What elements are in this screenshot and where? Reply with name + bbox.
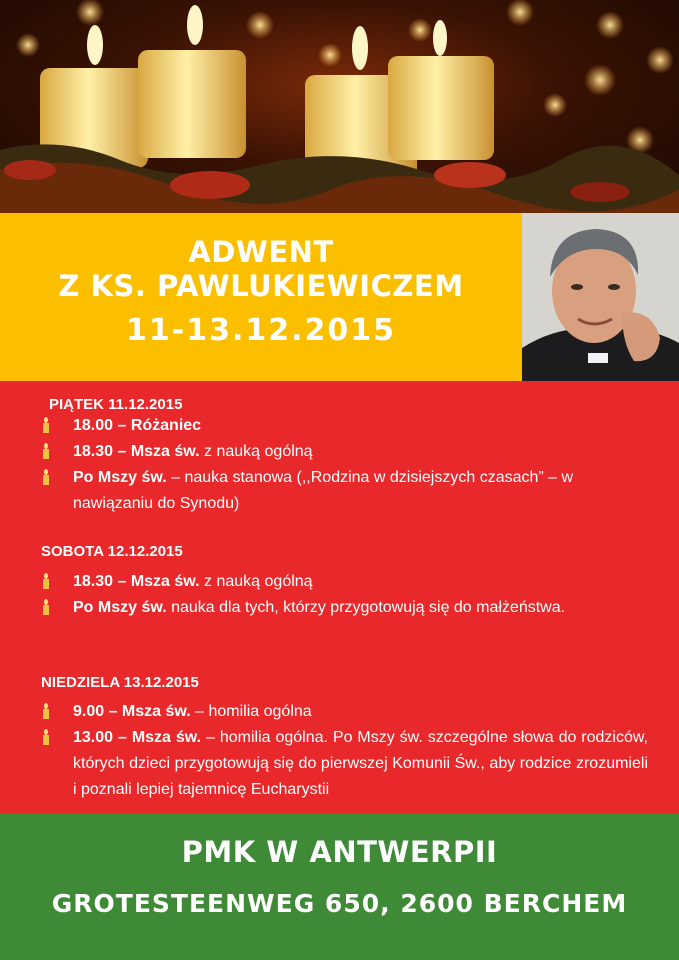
item-time: 18.30 – Msza św. xyxy=(73,443,200,460)
item-time: Po Mszy św. xyxy=(73,599,167,616)
item-time: 18.00 – Różaniec xyxy=(73,417,202,434)
day-heading-sunday: NIEDZIELA 13.12.2015 xyxy=(41,674,199,691)
item-text: z nauką ogólną xyxy=(199,573,313,590)
title-line-1: ADWENT xyxy=(188,235,334,269)
list-item xyxy=(73,413,648,439)
item-time: 9.00 – Msza św. xyxy=(73,703,191,720)
organization-name: PMK W ANTWERPII xyxy=(181,835,498,869)
list-item xyxy=(73,699,648,725)
item-text: nauka dla tych, którzy przygotowują się do małżeństwa. xyxy=(166,599,566,616)
organization-address: GROTESTEENWEG 650, 2600 BERCHEM xyxy=(51,889,628,918)
candle-icon xyxy=(42,469,50,485)
item-time: 13.00 – Msza św. xyxy=(73,729,202,746)
portrait-illustration xyxy=(522,213,679,381)
list-item xyxy=(73,465,648,517)
candle-icon xyxy=(42,599,50,615)
list-item xyxy=(73,569,648,595)
candle-icon xyxy=(42,703,50,719)
header-band xyxy=(0,213,522,381)
item-text: z nauką ogólną xyxy=(199,443,313,460)
event-dates: 11-13.12.2015 xyxy=(126,313,396,348)
footer-band xyxy=(0,813,679,960)
list-item xyxy=(73,595,648,621)
item-text: – homilia ogólna xyxy=(190,703,312,720)
candle-icon xyxy=(42,573,50,589)
candles-photo xyxy=(0,0,679,213)
item-text: – homilia ogólna. Po Mszy św. szczególne słowa do rodziców, których dzieci przygotowują się do pierwszej Komunii Św., aby rodzice zrozumieli i poznali lepiej tajemnicę Eucharystii xyxy=(73,729,648,798)
list-item xyxy=(73,725,648,803)
candle-icon xyxy=(42,729,50,745)
candle-icon xyxy=(42,443,50,459)
list-item xyxy=(73,439,648,465)
candle-icon xyxy=(42,417,50,433)
item-text: – nauka stanowa (,,Rodzina w dzisiejszych czasach” – w nawiązaniu do Synodu) xyxy=(73,469,574,512)
item-time: 18.30 – Msza św. xyxy=(73,573,200,590)
priest-portrait xyxy=(522,213,679,381)
candles-illustration xyxy=(0,0,679,213)
program-section xyxy=(0,381,679,813)
day-heading-saturday: SOBOTA 12.12.2015 xyxy=(41,543,183,560)
title-line-2: Z KS. PAWLUKIEWICZEM xyxy=(58,269,464,303)
day-heading-friday: PIĄTEK 11.12.2015 xyxy=(49,396,183,413)
item-time: Po Mszy św. xyxy=(73,469,167,486)
